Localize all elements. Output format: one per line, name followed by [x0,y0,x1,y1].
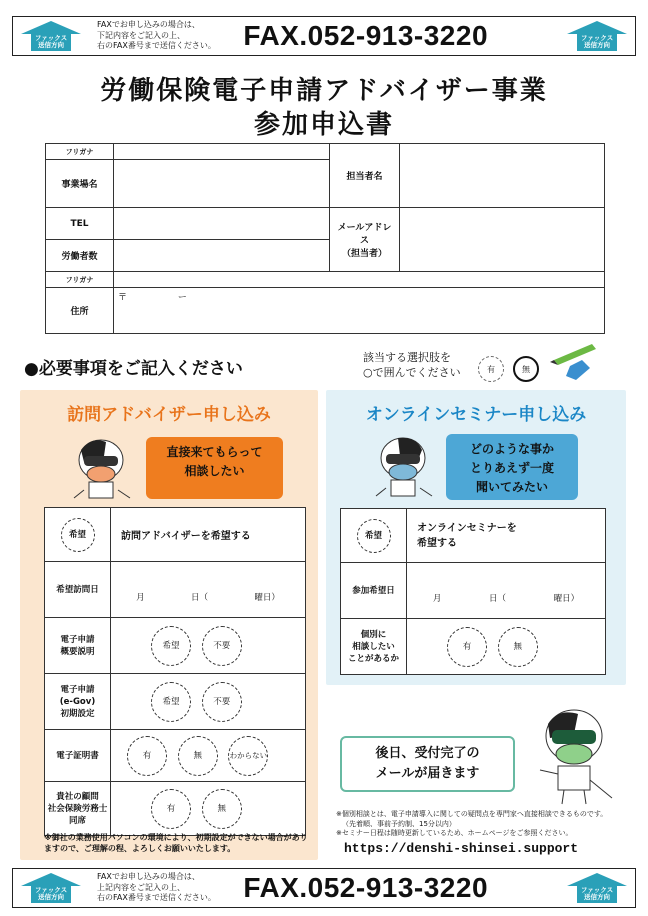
overview-label [45,618,111,674]
online-speech-bubble [446,434,578,500]
note-line: ※セミナー日程は随時更新しているため、ホームページをご参照ください。 [336,829,573,837]
label-line: 個別に [360,629,387,640]
label-line: 貴社の顧問 [56,791,99,802]
visit-advisor-title: 訪問アドバイザー申し込み [67,405,271,425]
fax-note-line: 右のFAX番号まで送信ください。 [97,41,216,51]
weekday-label: 曜日） [254,592,280,603]
fax-note-line: 上記内容をご記入の上、 [97,882,185,892]
postal-mark: 〒 [118,293,128,303]
bubble-line: とりあえず一度 [469,461,554,475]
note-line: （先着順、事前予約制、15分以内） [342,819,456,828]
employees-label: 労働者数 [46,240,114,272]
bubble-line: 聞いてみたい [475,480,548,494]
fax-direction-label: ファックス 送信方向 [580,886,614,901]
email-input[interactable] [400,208,605,272]
address-label: 住所 [46,288,114,334]
hope-text-line: オンラインセミナーを [417,522,517,534]
bubble-line: 相談したい [184,464,245,478]
fax-header [12,16,636,56]
bubble-line: メールが届きます [375,766,480,781]
option-yes[interactable]: 有 [127,736,167,776]
visit-date-label: 希望訪問日 [45,562,111,618]
fax-direction-label: ファックス 送信方向 [34,34,68,49]
fax-direction-icon [565,20,629,52]
furigana-label: フリガナ [46,144,114,160]
visit-hope-text: 訪問アドバイザーを希望する [111,508,306,562]
option-nohope[interactable]: 不要 [202,682,242,722]
individual-consult-options [407,619,606,675]
option-nohope[interactable]: 不要 [202,626,242,666]
employees-input[interactable] [114,240,330,272]
advisor-attend-label [45,782,111,836]
option-hope[interactable]: 希望 [151,626,191,666]
fax-number: FAX.052-913-3220 [243,872,489,903]
fax-direction-label: ファックス 送信方向 [580,34,614,49]
fax-note-line: 右のFAX番号まで送信ください。 [97,893,216,903]
fax-direction-icon [565,872,629,904]
postal-dash: ー [177,293,187,303]
example-circle-no: 無 [513,356,539,382]
email-label-text: メールアドレス [337,223,392,246]
fax-note [97,20,233,52]
page-title: 労働保険電子申請アドバイザー事業 [100,76,548,106]
visit-hope-circle[interactable]: 希望 [61,518,95,552]
example-circle-yes: 有 [478,356,504,382]
fax-direction-icon [19,20,83,52]
option-hope[interactable]: 希望 [151,682,191,722]
option-yes[interactable]: 有 [151,789,191,829]
advisor-attend-options [111,782,306,836]
individual-consult-label [341,619,407,675]
cow-mascot-icon [528,700,620,808]
month-label: 月 [136,592,145,603]
label-line: 電子申請 [60,684,95,695]
contact-person-input[interactable] [400,144,605,208]
month-label: 月 [432,593,442,604]
certificate-options [111,730,306,782]
fax-note-line: 下記内容をご記入の上、 [97,30,185,40]
fax-number: FAX.052-913-3220 [243,20,489,51]
option-no[interactable]: 無 [498,627,538,667]
label-line: 電子申請 [60,634,95,645]
furigana-label: フリガナ [46,272,114,288]
weekday-label: 曜日） [553,593,580,604]
seminar-date-label: 参加希望日 [341,563,407,619]
option-no[interactable]: 無 [202,789,242,829]
overview-options [111,618,306,674]
label-line: 同席 [68,815,86,826]
fax-note-line: FAXでお申し込みの場合は、 [97,20,200,30]
address-input[interactable] [114,288,605,334]
visit-speech-bubble [146,437,283,499]
selection-hint-line: 該当する選択肢を [363,351,451,364]
option-unknown[interactable]: わからない [228,736,268,776]
contact-person-label: 担当者名 [330,144,400,208]
fax-direction-icon [19,872,83,904]
fax-direction-label: ファックス 送信方向 [34,886,68,901]
visit-hope-cell [45,508,111,562]
label-line: 概要説明 [60,646,95,657]
selection-hint [363,350,461,380]
day-label: 日（ [190,592,208,603]
egov-setup-options [111,674,306,730]
page-subtitle: 参加申込書 [253,110,394,140]
bubble-line: 後日、受付完了の [375,746,480,761]
fax-note-line: FAXでお申し込みの場合は、 [97,872,200,882]
online-hope-text [407,509,606,563]
option-no[interactable]: 無 [178,736,218,776]
fax-note [97,872,233,904]
option-yes[interactable]: 有 [447,627,487,667]
certificate-label: 電子証明書 [45,730,111,782]
online-hope-circle[interactable]: 希望 [357,519,391,553]
fax-footer [12,868,636,908]
tel-label: TEL [46,208,114,240]
tel-input[interactable] [114,208,330,240]
label-line: 相談したい [352,641,395,652]
email-label-sub: （担当者） [341,249,387,259]
online-seminar-title: オンラインセミナー申し込み [365,405,587,425]
cow-mascot-icon [368,430,438,502]
visit-footnote: ※御社の業務使用パソコンの環境により、初期設定ができない場合がありますので、ご理解の程、よろしくお願いいたします。 [44,833,308,853]
cow-mascot-icon [66,432,136,504]
company-name-input[interactable] [114,160,330,208]
seminar-date-input[interactable] [407,563,606,619]
label-line: (e-Gov) [59,696,96,707]
selection-hint-line: ○で囲んでください [363,366,461,379]
online-request-table [340,508,606,675]
notes [336,810,631,839]
bubble-line: 直接来てもらって [166,445,263,459]
application-form [45,143,605,334]
hope-text-line: 希望する [417,537,457,549]
company-name-label: 事業場名 [46,160,114,208]
visit-request-table [44,507,306,836]
label-line: 社会保険労務士 [47,803,108,814]
section-heading: ●必要事項をご記入ください [24,359,243,379]
day-label: 日（ [488,593,506,604]
visit-date-input[interactable] [111,562,306,618]
egov-setup-label [45,674,111,730]
note-line: ※個別相談とは、電子申請導入に関しての疑問点を専門家へ直接相談できるものです。 [336,810,608,818]
furigana-input[interactable] [114,144,330,160]
bubble-line: どのような事か [469,442,554,456]
completion-bubble [340,736,515,792]
label-line: 初期設定 [60,708,95,719]
label-line: ことがあるか [347,653,399,664]
online-hope-cell [341,509,407,563]
website-url[interactable]: https://denshi-shinsei.support [344,841,579,856]
email-label [330,208,400,272]
pencil-icon [540,340,600,382]
address-furigana-input[interactable] [114,272,605,288]
